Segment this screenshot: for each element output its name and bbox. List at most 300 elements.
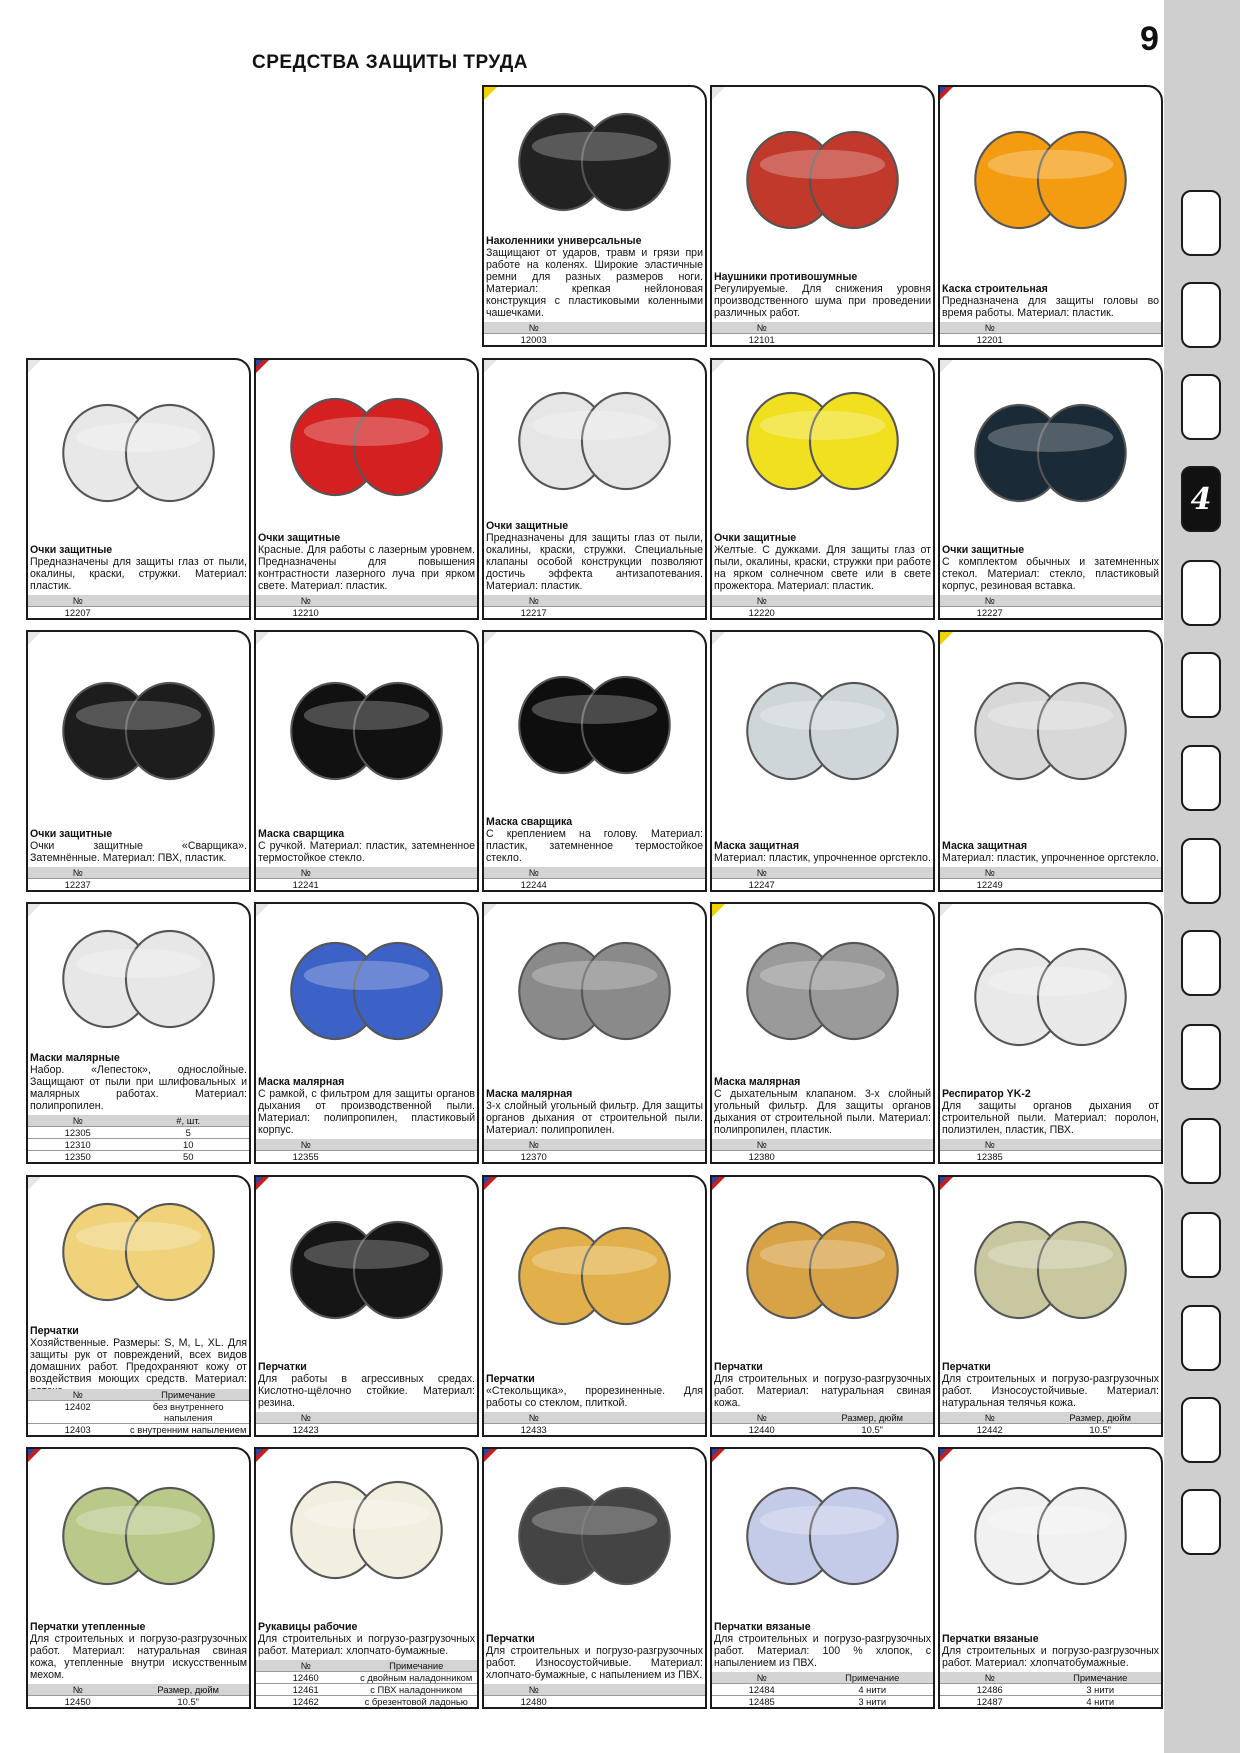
article-number: 12247 bbox=[748, 879, 775, 890]
table-row bbox=[940, 1695, 1161, 1707]
table-header-cell: № bbox=[528, 322, 539, 333]
goggles-valve-image bbox=[490, 370, 699, 512]
knee-pads-image bbox=[490, 97, 699, 227]
table-header-cell: № bbox=[984, 595, 995, 606]
article-number: 12350 bbox=[64, 1151, 91, 1162]
table-header-cell: № bbox=[756, 595, 767, 606]
article-table bbox=[940, 1139, 1161, 1162]
dotted-gloves-image bbox=[490, 1459, 699, 1613]
hard-hat-image bbox=[946, 97, 1155, 263]
product-name: Очки защитные bbox=[486, 520, 569, 532]
table-header-cell: № bbox=[300, 1660, 311, 1671]
table-row bbox=[28, 1138, 249, 1150]
article-note: 4 нити bbox=[1086, 1696, 1115, 1707]
article-note: 3 нити bbox=[1086, 1684, 1115, 1695]
table-row bbox=[256, 1683, 477, 1695]
product-name: Маска защитная bbox=[942, 840, 1028, 852]
table-header-cell: Размер, дюйм bbox=[157, 1684, 220, 1695]
table-header-cell: № bbox=[528, 867, 539, 878]
article-number: 12227 bbox=[976, 607, 1003, 618]
product-name: Маска сварщика bbox=[486, 816, 573, 828]
product-description: Для работы в агрессивных средах. Кислотно-щёлочно стойкие. Материал: резина. bbox=[258, 1373, 475, 1409]
table-row bbox=[28, 1150, 249, 1162]
product-card bbox=[26, 358, 251, 620]
side-tab-10[interactable] bbox=[1181, 1024, 1221, 1090]
table-header-cell: № bbox=[72, 595, 83, 606]
table-header-cell: № bbox=[984, 322, 995, 333]
article-table-header bbox=[256, 1660, 477, 1671]
side-tab-11[interactable] bbox=[1181, 1118, 1221, 1184]
article-table-header bbox=[712, 1139, 933, 1150]
product-name: Маска малярная bbox=[486, 1088, 573, 1100]
rubber-gloves-image bbox=[262, 1187, 471, 1353]
welding-mask-head-image bbox=[490, 642, 699, 808]
article-number: 12305 bbox=[64, 1127, 91, 1138]
side-tab-15[interactable] bbox=[1181, 1489, 1221, 1555]
article-table bbox=[256, 595, 477, 618]
article-number: 12484 bbox=[748, 1684, 775, 1695]
product-description: Для строительных и погрузо-разгрузочных работ. Износоустойчивые. Материал: хлопчато-бумажные, с напылением из ПВХ. bbox=[486, 1645, 703, 1681]
goggles-flip-image bbox=[946, 370, 1155, 536]
article-number: 12355 bbox=[292, 1151, 319, 1162]
table-header-cell: № bbox=[72, 1115, 83, 1126]
table-row bbox=[712, 1695, 933, 1707]
article-note: 10.5" bbox=[1089, 1424, 1111, 1435]
table-header-cell: № bbox=[528, 1684, 539, 1695]
table-header-cell: № bbox=[300, 595, 311, 606]
article-table bbox=[484, 1139, 705, 1162]
product-description: Желтые. С дужками. Для защиты глаз от пыли, окалины, краски, стружки при работе на ярком солнечном свете или в свете прожектора. Материал: пластик. bbox=[714, 544, 931, 592]
article-table-header bbox=[28, 1684, 249, 1695]
product-card bbox=[254, 358, 479, 620]
product-description: Для защиты органов дыхания от строительной пыли. Материал: поролон, полиэтилен, пластик, ПВХ. bbox=[942, 1100, 1159, 1136]
product-name: Перчатки утепленные bbox=[30, 1621, 146, 1633]
product-description: С рамкой, с фильтром для защиты органов дыхания от производственной пыли. Материал: полипропилен, пластиковый корпус. bbox=[258, 1088, 475, 1136]
article-table-header bbox=[940, 1672, 1161, 1683]
article-table-header bbox=[712, 867, 933, 878]
product-description: С комплектом обычных и затемненных стекол. Материал: стекло, пластиковый корпус, резиновая вставка. bbox=[942, 556, 1159, 592]
table-header-cell: Примечание bbox=[389, 1660, 444, 1671]
table-header-cell: #, шт. bbox=[176, 1115, 201, 1126]
article-table bbox=[256, 1412, 477, 1435]
product-card bbox=[938, 630, 1163, 892]
article-number: 12244 bbox=[520, 879, 547, 890]
article-table bbox=[712, 595, 933, 618]
product-card bbox=[938, 358, 1163, 620]
product-card bbox=[482, 1447, 707, 1709]
article-table-header bbox=[28, 1389, 249, 1400]
article-table-header bbox=[940, 322, 1161, 333]
article-number: 12485 bbox=[748, 1696, 775, 1707]
article-number: 12201 bbox=[976, 334, 1003, 345]
table-header-cell: № bbox=[984, 1672, 995, 1683]
article-table-header bbox=[712, 322, 933, 333]
goggles-red-image bbox=[262, 370, 471, 524]
product-card bbox=[482, 358, 707, 620]
article-table-header bbox=[28, 595, 249, 606]
article-number: 12442 bbox=[976, 1424, 1003, 1435]
page-number: 9 bbox=[1140, 20, 1159, 58]
side-tab-12[interactable] bbox=[1181, 1212, 1221, 1278]
table-header-cell: Размер, дюйм bbox=[841, 1412, 904, 1423]
article-note: 50 bbox=[182, 1151, 194, 1162]
article-number: 12380 bbox=[748, 1151, 775, 1162]
side-tab-6[interactable] bbox=[1181, 652, 1221, 718]
article-table-header bbox=[484, 1412, 705, 1423]
article-number: 12487 bbox=[976, 1696, 1003, 1707]
table-row bbox=[712, 606, 933, 618]
side-tab-active[interactable]: 4 bbox=[1181, 466, 1221, 532]
knitted-dotted-gloves-image bbox=[718, 1459, 927, 1613]
product-description: Регулируемые. Для снижения уровня производственного шума при проведении различных работ. bbox=[714, 283, 931, 319]
article-table-header bbox=[940, 595, 1161, 606]
article-table-header bbox=[712, 1412, 933, 1423]
product-name: Очки защитные bbox=[30, 544, 113, 556]
product-card bbox=[938, 85, 1163, 347]
product-name: Перчатки bbox=[486, 1633, 535, 1645]
goggles-clear-image bbox=[34, 370, 243, 536]
table-row bbox=[940, 333, 1161, 345]
article-table bbox=[712, 867, 933, 890]
table-row bbox=[484, 606, 705, 618]
article-number: 12462 bbox=[292, 1696, 319, 1707]
table-header-cell: № bbox=[984, 1412, 995, 1423]
article-table-header bbox=[940, 1139, 1161, 1150]
product-description: С креплением на голову. Материал: пластик, затемненное термостойкое стекло. bbox=[486, 828, 703, 864]
article-table-header bbox=[484, 322, 705, 333]
table-row bbox=[712, 1423, 933, 1435]
table-row bbox=[28, 606, 249, 618]
article-number: 12210 bbox=[292, 607, 319, 618]
table-row bbox=[256, 1423, 477, 1435]
article-table-header bbox=[28, 867, 249, 878]
product-card bbox=[938, 902, 1163, 1164]
product-name: Наколенники универсальные bbox=[486, 235, 642, 247]
table-row bbox=[484, 878, 705, 890]
table-header-cell: № bbox=[72, 1389, 83, 1400]
face-shield-image bbox=[718, 642, 927, 820]
product-description: «Стекольщика», прорезиненные. Для работы со стеклом, плиткой. bbox=[486, 1385, 703, 1409]
side-tab-8[interactable] bbox=[1181, 838, 1221, 904]
article-number: 12101 bbox=[748, 334, 775, 345]
table-header-cell: № bbox=[756, 1672, 767, 1683]
table-row bbox=[940, 1423, 1161, 1435]
table-row bbox=[256, 1695, 477, 1707]
product-card bbox=[26, 1175, 251, 1437]
product-card bbox=[26, 902, 251, 1164]
article-note: с ПВХ наладонником bbox=[370, 1684, 463, 1695]
product-card bbox=[26, 1447, 251, 1709]
table-header-cell: Примечание bbox=[1073, 1672, 1128, 1683]
product-description: Хозяйственные. Размеры: S, M, L, XL. Для защиты рук от повреждений, всех видов домашних работ. Предохраняют кожу от воздействия моющих средств. Материал: bbox=[30, 1337, 247, 1385]
product-card bbox=[254, 1447, 479, 1709]
product-description: Для строительных и погрузо-разгрузочных работ. Материал: хлопчато-бумажные. bbox=[258, 1633, 475, 1657]
table-row bbox=[256, 878, 477, 890]
article-table bbox=[28, 1115, 249, 1162]
side-tab-9[interactable] bbox=[1181, 930, 1221, 996]
table-header-cell: № bbox=[528, 1139, 539, 1150]
product-card bbox=[482, 85, 707, 347]
product-card bbox=[710, 1447, 935, 1709]
article-note: с двойным наладонником bbox=[360, 1672, 473, 1683]
side-tab-1[interactable] bbox=[1181, 190, 1221, 256]
table-row bbox=[940, 1683, 1161, 1695]
carbon-mask-image bbox=[490, 914, 699, 1068]
product-name: Перчатки bbox=[942, 1361, 991, 1373]
article-number: 12433 bbox=[520, 1424, 547, 1435]
table-row bbox=[484, 1150, 705, 1162]
table-header-cell: № bbox=[756, 1412, 767, 1423]
table-header-cell: № bbox=[528, 595, 539, 606]
article-table-header bbox=[484, 595, 705, 606]
article-number: 12003 bbox=[520, 334, 547, 345]
product-description: Для строительных и погрузо-разгрузочных работ. Материал: хлопчатобумажные. bbox=[942, 1645, 1159, 1669]
product-description: Для строительных и погрузо-разгрузочных работ. Материал: 100 % хлопок, с напылением из ПВХ. bbox=[714, 1633, 931, 1669]
table-row bbox=[940, 1150, 1161, 1162]
article-table-header bbox=[256, 595, 477, 606]
article-number: 12450 bbox=[64, 1696, 91, 1707]
table-header-cell: № bbox=[756, 1139, 767, 1150]
product-name: Маски малярные bbox=[30, 1052, 120, 1064]
dust-masks-image bbox=[34, 914, 243, 1044]
table-header-cell: Размер, дюйм bbox=[1069, 1412, 1132, 1423]
article-table bbox=[940, 1672, 1161, 1707]
product-card bbox=[710, 902, 935, 1164]
article-table bbox=[28, 1389, 249, 1435]
table-row bbox=[940, 878, 1161, 890]
product-description: Красные. Для работы с лазерным уровнем. Предназначены для повышения контрастности лазерного луча при ярком свете. Материал: пластик. bbox=[258, 544, 475, 592]
table-header-cell: № bbox=[72, 1684, 83, 1695]
product-description: Материал: пластик, упрочненное оргстекло. bbox=[942, 852, 1159, 864]
article-note: с внутренним напылением bbox=[129, 1424, 247, 1435]
product-card bbox=[710, 358, 935, 620]
valve-mask-image bbox=[718, 914, 927, 1068]
article-table-header bbox=[940, 1412, 1161, 1423]
article-number: 12402 bbox=[64, 1401, 91, 1412]
product-description: Набор. «Лепесток», однослойные. Защищают от пыли при шлифовальных и малярных работах. Материал: полипропилен. bbox=[30, 1064, 247, 1112]
welding-goggles-image bbox=[34, 642, 243, 820]
article-note: 5 bbox=[185, 1127, 191, 1138]
article-table-header bbox=[484, 1139, 705, 1150]
table-header-cell: № bbox=[984, 1139, 995, 1150]
article-table-header bbox=[28, 1115, 249, 1126]
product-card bbox=[710, 1175, 935, 1437]
article-number: 12220 bbox=[748, 607, 775, 618]
product-name: Рукавицы рабочие bbox=[258, 1621, 358, 1633]
article-number: 12460 bbox=[292, 1672, 319, 1683]
product-name: Маска сварщика bbox=[258, 828, 345, 840]
product-description: 3-х слойный угольный фильтр. Для защиты органов дыхания от строительной пыли. Материал: полипропилен. bbox=[486, 1100, 703, 1136]
respirator-image bbox=[946, 914, 1155, 1080]
table-row bbox=[28, 1126, 249, 1138]
article-note: 3 нити bbox=[858, 1696, 887, 1707]
table-header-cell: Примечание bbox=[161, 1389, 216, 1400]
product-card bbox=[482, 902, 707, 1164]
article-table-header bbox=[712, 1672, 933, 1683]
product-card bbox=[482, 1175, 707, 1437]
product-description: Для строительных и погрузо-разгрузочных работ. Материал: натуральная свиная кожа. bbox=[714, 1373, 931, 1409]
table-row bbox=[256, 1671, 477, 1683]
product-card bbox=[26, 630, 251, 892]
page-title: СРЕДСТВА ЗАЩИТЫ ТРУДА bbox=[252, 52, 528, 73]
product-name: Перчатки bbox=[258, 1361, 307, 1373]
article-table bbox=[712, 322, 933, 345]
product-description: Предназначены для защиты глаз от пыли, окалины, краски, стружки. Материал: пластик. bbox=[30, 556, 247, 592]
article-number: 12310 bbox=[64, 1139, 91, 1150]
product-name: Респиратор YK-2 bbox=[942, 1088, 1031, 1100]
table-row bbox=[712, 878, 933, 890]
article-table bbox=[256, 1660, 477, 1707]
product-card bbox=[254, 630, 479, 892]
table-row bbox=[940, 606, 1161, 618]
table-header-cell: № bbox=[984, 867, 995, 878]
product-card bbox=[710, 630, 935, 892]
product-description: Предназначена для защиты головы во время работы. Материал: пластик. bbox=[942, 295, 1159, 319]
article-table-header bbox=[256, 867, 477, 878]
article-note: с брезентовой ладонью bbox=[364, 1696, 468, 1707]
product-name: Перчатки bbox=[714, 1361, 763, 1373]
table-header-cell: № bbox=[72, 867, 83, 878]
product-card bbox=[710, 85, 935, 347]
article-table-header bbox=[940, 867, 1161, 878]
article-note: 10.5" bbox=[177, 1696, 199, 1707]
article-table bbox=[484, 322, 705, 345]
product-description: Очки защитные «Сварщика». Затемнённые. Материал: ПВХ, пластик. bbox=[30, 840, 247, 864]
product-description: Материал: пластик, упрочненное оргстекло. bbox=[714, 852, 931, 864]
article-table bbox=[484, 1684, 705, 1707]
article-table bbox=[28, 595, 249, 618]
product-name: Перчатки bbox=[30, 1325, 79, 1337]
article-table bbox=[940, 595, 1161, 618]
product-name: Перчатки вязаные bbox=[714, 1621, 811, 1633]
side-tab-14[interactable] bbox=[1181, 1397, 1221, 1463]
table-header-cell: № bbox=[300, 1139, 311, 1150]
article-table bbox=[28, 867, 249, 890]
side-tab-13[interactable] bbox=[1181, 1305, 1221, 1371]
article-note: без внутреннего напыления bbox=[152, 1401, 224, 1423]
insulated-gloves-image bbox=[34, 1459, 243, 1613]
article-table-header bbox=[484, 867, 705, 878]
product-card bbox=[254, 902, 479, 1164]
article-number: 12440 bbox=[748, 1424, 775, 1435]
article-number: 12480 bbox=[520, 1696, 547, 1707]
article-table bbox=[712, 1672, 933, 1707]
product-name: Перчатки вязаные bbox=[942, 1633, 1039, 1645]
table-row bbox=[256, 1150, 477, 1162]
article-table bbox=[940, 1412, 1161, 1435]
article-number: 12217 bbox=[520, 607, 547, 618]
article-table bbox=[940, 867, 1161, 890]
table-row bbox=[28, 1400, 249, 1423]
article-number: 12486 bbox=[976, 1684, 1003, 1695]
product-description: С дыхательным клапаном. 3-х слойный угольный фильтр. Для защиты органов дыхания от строительной пыли. Материал: полипропилен, пластик. bbox=[714, 1088, 931, 1136]
article-table-header bbox=[256, 1139, 477, 1150]
article-table-header bbox=[712, 595, 933, 606]
article-number: 12237 bbox=[64, 879, 91, 890]
table-row bbox=[712, 1683, 933, 1695]
product-name: Каска строительная bbox=[942, 283, 1048, 295]
table-row bbox=[484, 333, 705, 345]
table-header-cell: № bbox=[756, 322, 767, 333]
table-header-cell: № bbox=[300, 1412, 311, 1423]
product-description: Защищают от ударов, травм и грязи при работе на коленях. Широкие эластичные ремни для разных размеров ноги. Материал: крепкая нейлоновая конструкция с пластиковыми коленными чашечками. bbox=[486, 247, 703, 319]
product-description: Предназначены для защиты глаз от пыли, окалины, краски, стружки. Специальные клапаны особой конструкции позволяют достичь эффекта антизапотевания. Материал: пластик. bbox=[486, 532, 703, 592]
side-tab-2[interactable] bbox=[1181, 282, 1221, 348]
calf-leather-gloves-image bbox=[946, 1187, 1155, 1353]
article-table-header bbox=[256, 1412, 477, 1423]
article-number: 12249 bbox=[976, 879, 1003, 890]
glasses-yellow-image bbox=[718, 370, 927, 512]
side-tab-7[interactable] bbox=[1181, 745, 1221, 811]
cotton-mittens-image bbox=[262, 1459, 471, 1601]
product-description: С ручкой. Материал: пластик, затемненное термостойкое стекло. bbox=[258, 840, 475, 864]
article-note: 10 bbox=[182, 1139, 194, 1150]
article-number: 12423 bbox=[292, 1424, 319, 1435]
side-tab-3[interactable] bbox=[1181, 374, 1221, 440]
product-name: Очки защитные bbox=[714, 532, 797, 544]
article-note: 10.5" bbox=[861, 1424, 883, 1435]
article-note: 4 нити bbox=[858, 1684, 887, 1695]
product-card bbox=[938, 1447, 1163, 1709]
article-table bbox=[940, 322, 1161, 345]
article-number: 12461 bbox=[292, 1684, 319, 1695]
article-table bbox=[712, 1412, 933, 1435]
article-number: 12370 bbox=[520, 1151, 547, 1162]
welding-mask-handle-image bbox=[262, 642, 471, 820]
face-shield-2-image bbox=[946, 642, 1155, 820]
paint-mask-frame-image bbox=[262, 914, 471, 1068]
glazier-gloves-image bbox=[490, 1187, 699, 1365]
leather-gloves-image bbox=[718, 1187, 927, 1353]
article-table bbox=[484, 1412, 705, 1435]
table-header-cell: № bbox=[300, 867, 311, 878]
article-table bbox=[712, 1139, 933, 1162]
product-name: Очки защитные bbox=[942, 544, 1025, 556]
side-tab-5[interactable] bbox=[1181, 560, 1221, 626]
product-description: Для строительных и погрузо-разгрузочных работ. Материал: натуральная свиная кожа, утепленные внутри искусственным мехом. bbox=[30, 1633, 247, 1681]
earmuffs-image bbox=[718, 97, 927, 263]
latex-glove-image bbox=[34, 1187, 243, 1317]
table-row bbox=[256, 606, 477, 618]
table-header-cell: № bbox=[756, 867, 767, 878]
product-name: Очки защитные bbox=[258, 532, 341, 544]
product-name: Наушники противошумные bbox=[714, 271, 858, 283]
product-card bbox=[482, 630, 707, 892]
article-table-header bbox=[484, 1684, 705, 1695]
article-table bbox=[28, 1684, 249, 1707]
product-name: Очки защитные bbox=[30, 828, 113, 840]
article-table bbox=[256, 867, 477, 890]
article-number: 12207 bbox=[64, 607, 91, 618]
table-row bbox=[712, 333, 933, 345]
table-row bbox=[28, 878, 249, 890]
table-row bbox=[484, 1423, 705, 1435]
table-header-cell: № bbox=[528, 1412, 539, 1423]
table-header-cell: Примечание bbox=[845, 1672, 900, 1683]
product-name: Маска малярная bbox=[714, 1076, 801, 1088]
article-table bbox=[484, 595, 705, 618]
table-row bbox=[28, 1695, 249, 1707]
article-number: 12385 bbox=[976, 1151, 1003, 1162]
table-row bbox=[28, 1423, 249, 1435]
article-number: 12403 bbox=[64, 1424, 91, 1435]
table-row bbox=[484, 1695, 705, 1707]
product-name: Маска защитная bbox=[714, 840, 800, 852]
product-name: Перчатки bbox=[486, 1373, 535, 1385]
table-row bbox=[712, 1150, 933, 1162]
article-table bbox=[484, 867, 705, 890]
product-card bbox=[254, 1175, 479, 1437]
